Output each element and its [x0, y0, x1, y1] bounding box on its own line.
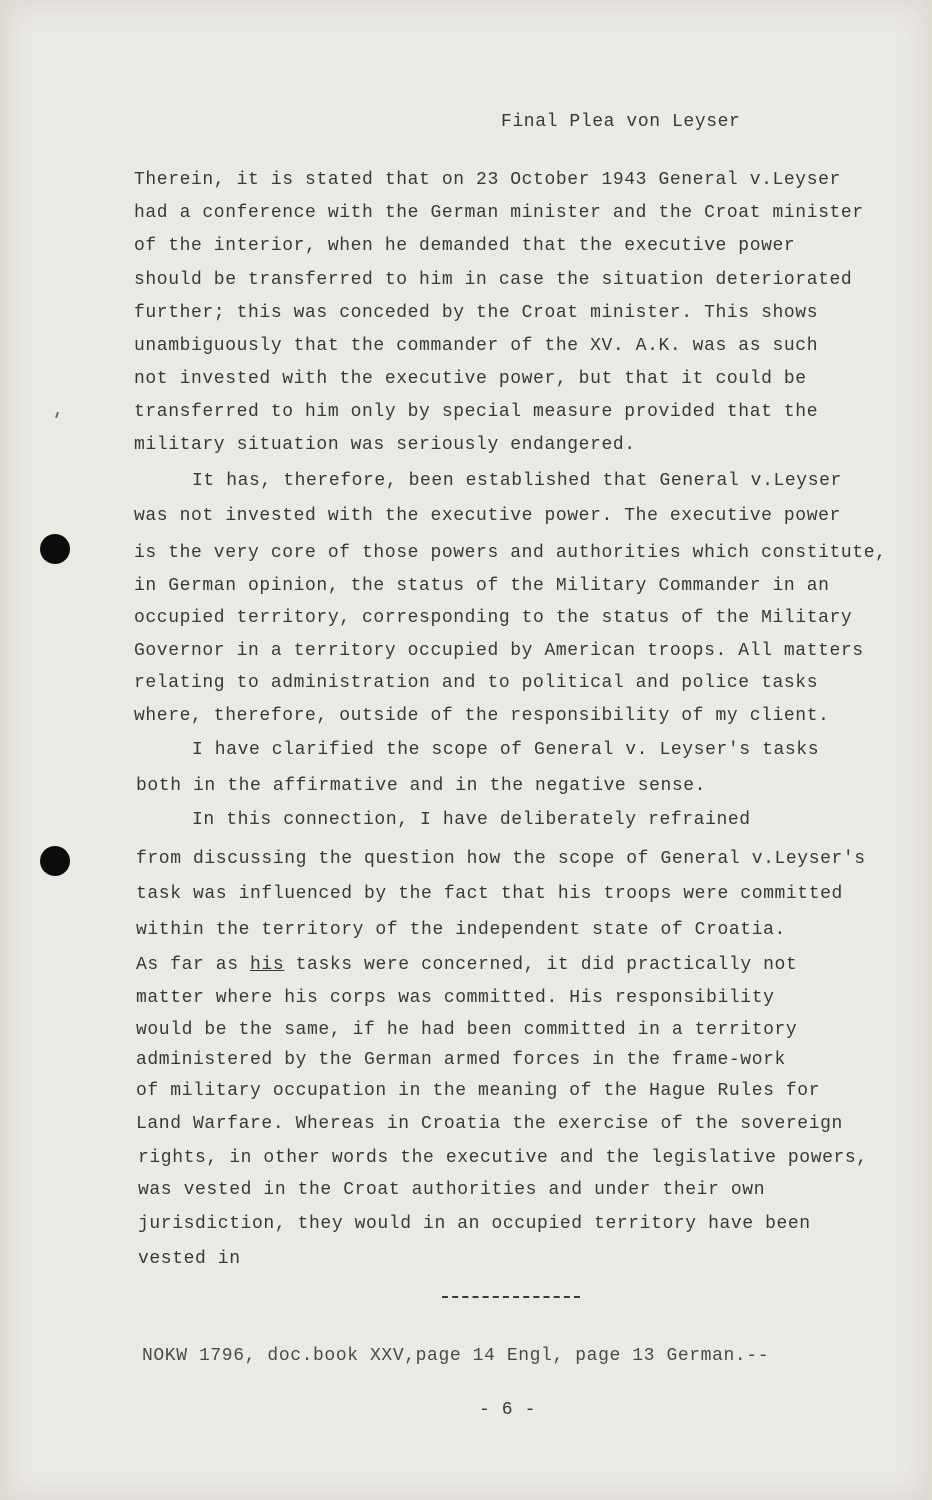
text-segment: As far as	[136, 955, 251, 975]
text-line: both in the affirmative and in the negative sense.	[136, 776, 707, 796]
text-line: in German opinion, the status of the Military Commander in an	[134, 576, 830, 596]
text-line: from discussing the question how the scope of General v.Leyser's	[136, 849, 866, 869]
text-segment: tasks were concerned, it did practically not	[284, 955, 798, 975]
text-line: where, therefore, outside of the responsibility of my client.	[134, 706, 830, 726]
text-line: military situation was seriously endangered.	[134, 435, 636, 455]
text-line: not invested with the executive power, but that it could be	[134, 369, 807, 389]
underlined-word: his	[250, 955, 285, 975]
text-line: occupied territory, corresponding to the status of the Military	[134, 608, 853, 628]
text-line: was vested in the Croat authorities and under their own	[138, 1180, 766, 1200]
text-line: Therein, it is stated that on 23 October 1943 General v.Leyser	[134, 170, 841, 190]
punch-hole-bottom	[40, 846, 70, 876]
text-line: task was influenced by the fact that his troops were committed	[136, 884, 843, 904]
footnote: NOKW 1796, doc.book XXV,page 14 Engl, page 13 German.--	[142, 1346, 770, 1366]
text-line: further; this was conceded by the Croat minister. This shows	[134, 303, 819, 323]
text-line: is the very core of those powers and authorities which constitute,	[134, 543, 887, 563]
text-line: matter where his corps was committed. His responsibility	[136, 988, 775, 1008]
text-line: jurisdiction, they would in an occupied territory have been	[138, 1214, 811, 1234]
text-line: of military occupation in the meaning of the Hague Rules for	[136, 1081, 821, 1101]
text-line: would be the same, if he had been committed in a territory	[136, 1020, 798, 1040]
divider-rule	[442, 1296, 580, 1298]
text-line: should be transferred to him in case the situation deteriorated	[134, 270, 853, 290]
text-line: transferred to him only by special measure provided that the	[134, 402, 819, 422]
punch-hole-top	[40, 534, 70, 564]
text-line: Land Warfare. Whereas in Croatia the exercise of the sovereign	[136, 1114, 843, 1134]
text-line: vested in	[138, 1249, 241, 1269]
text-line: rights, in other words the executive and the legislative powers,	[138, 1148, 868, 1168]
page-header: Final Plea von Leyser	[501, 112, 741, 132]
page-number: - 6 -	[479, 1400, 537, 1420]
text-line	[136, 955, 797, 975]
text-line: had a conference with the German minister and the Croat minister	[134, 203, 864, 223]
text-line: I have clarified the scope of General v. Leyser's tasks	[192, 740, 820, 760]
ink-mark	[55, 412, 59, 418]
text-line: unambiguously that the commander of the XV. A.K. was as such	[134, 336, 819, 356]
text-line: administered by the German armed forces in the frame-work	[136, 1050, 786, 1070]
text-line: was not invested with the executive power. The executive power	[134, 506, 841, 526]
text-line: Governor in a territory occupied by American troops. All matters	[134, 641, 864, 661]
text-line: It has, therefore, been established that General v.Leyser	[192, 471, 842, 491]
text-line: of the interior, when he demanded that the executive power	[134, 236, 796, 256]
text-line: In this connection, I have deliberately refrained	[192, 810, 751, 830]
document-page	[4, 0, 928, 1500]
text-line: within the territory of the independent state of Croatia.	[136, 920, 786, 940]
text-line: relating to administration and to political and police tasks	[134, 673, 819, 693]
